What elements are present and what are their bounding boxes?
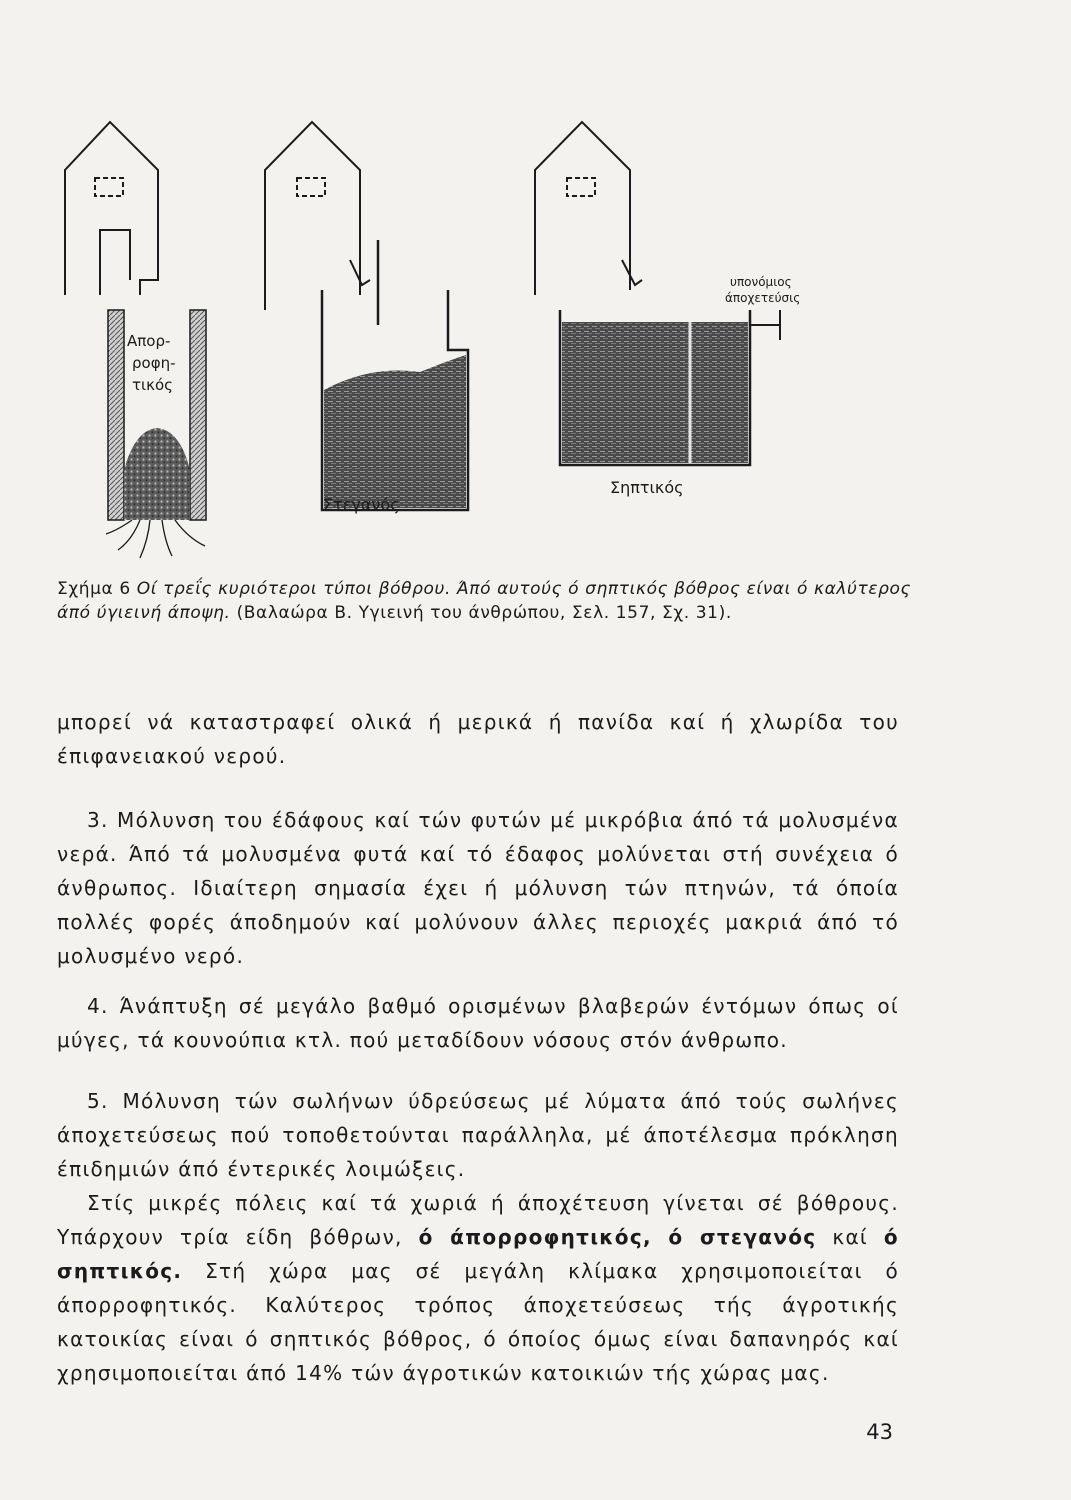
absorbing-label <box>127 332 176 394</box>
caption-text: Οί τρεΐς κυριότεροι τύποι βόθρου. Άπό αυτούς ό σηπτικός βόθρος είναι ό καλύτερος άπό ύγιεινή άποψη. <box>57 579 912 623</box>
paragraph-5: 5. Μόλυνση τών σωλήνων ύδρεύσεως μέ λύματα άπό τούς σωλήνες άποχετεύσεως πού τοποθετούνται παράλληλα, μέ άποτέλεσμα πρόκληση έπιδημιών άπό έντερικές λοιμώξεις. <box>57 1089 899 1181</box>
septic-tank <box>560 310 780 465</box>
sealed-pit <box>322 240 468 510</box>
svg-text:υπονόμιος: υπονόμιος <box>730 275 792 289</box>
paragraph-3: 3. Μόλυνση του έδάφους καί τών φυτών μέ μικρόβια άπό τά μολυσμένα νερά. Άπό τά μολυσμένα φυτά καί τό έδαφος μολύνεται στή συνέχεια ό άνθρωπος. Ιδιαίτερη σημασία έχει ή μόλυνση τών πτηνών, τά όποία πολλές φορές άποδημούν καί μολύνουν άλλες περιοχές μακριά άπό τό μολυσμένο νερό. <box>57 808 899 968</box>
sealed-label: Στεγανός <box>323 495 400 514</box>
cesspits-text-2: καί <box>832 1225 868 1249</box>
house-1 <box>65 122 158 295</box>
paragraph-cesspits <box>57 1186 899 1390</box>
svg-text:Απορ-: Απορ- <box>127 332 171 350</box>
page-number: 43 <box>866 1420 893 1444</box>
cesspits-text-1: Στίς μικρές πόλεις καί τά χωριά ή άποχέτευση γίνεται σέ βόθρους. Υπάρχουν τρία είδη βόθρων, <box>57 1191 899 1249</box>
caption-source: (Βαλαώρα Β. Υγιεινή του άνθρώπου, Σελ. 157, Σχ. 31). <box>236 603 732 623</box>
caption-lead: Σχήμα 6 <box>57 579 131 599</box>
paragraph-4: 4. Άνάπτυξη σέ μεγάλο βαθμό ορισμένων βλαβερών έντόμων όπως οί μύγες, τά κουνούπια κτλ. πού μεταδίδουν νόσους στόν άνθρωπο. <box>57 994 899 1052</box>
house-2 <box>265 122 370 310</box>
cesspits-bold-2: ό σηπτικός. <box>57 1225 899 1283</box>
svg-text:τικός: τικός <box>132 376 173 394</box>
septic-label: Σηπτικός <box>610 478 684 497</box>
cesspits-text-3: Στή χώρα μας σέ μεγάλη κλίμακα χρησιμοποιείται ό άπορροφητικός. Καλύτερος τρόπος άποχετεύσεως τής άγροτικής κατοικίας είναι ό σηπτικός βόθρος, ό όποίος όμως είναι δαπανηρός καί χρησιμοποιείται άπό 14% τών άγροτικών κατοικιών τής χώρας μας. <box>57 1259 899 1385</box>
paragraph-continuation: μπορεί νά καταστραφεί ολικά ή μερικά ή πανίδα καί ή χλωρίδα του έπιφανειακού νερού. <box>57 710 899 768</box>
drain-label <box>725 275 800 305</box>
svg-text:άποχετεύσις: άποχετεύσις <box>725 291 800 305</box>
figure-caption <box>57 577 917 625</box>
cesspit-diagram <box>40 110 800 570</box>
cesspits-bold-1: ό άπορροφητικός, ό στεγανός <box>418 1225 817 1249</box>
svg-text:ροφη-: ροφη- <box>132 354 176 372</box>
house-3 <box>535 122 642 295</box>
